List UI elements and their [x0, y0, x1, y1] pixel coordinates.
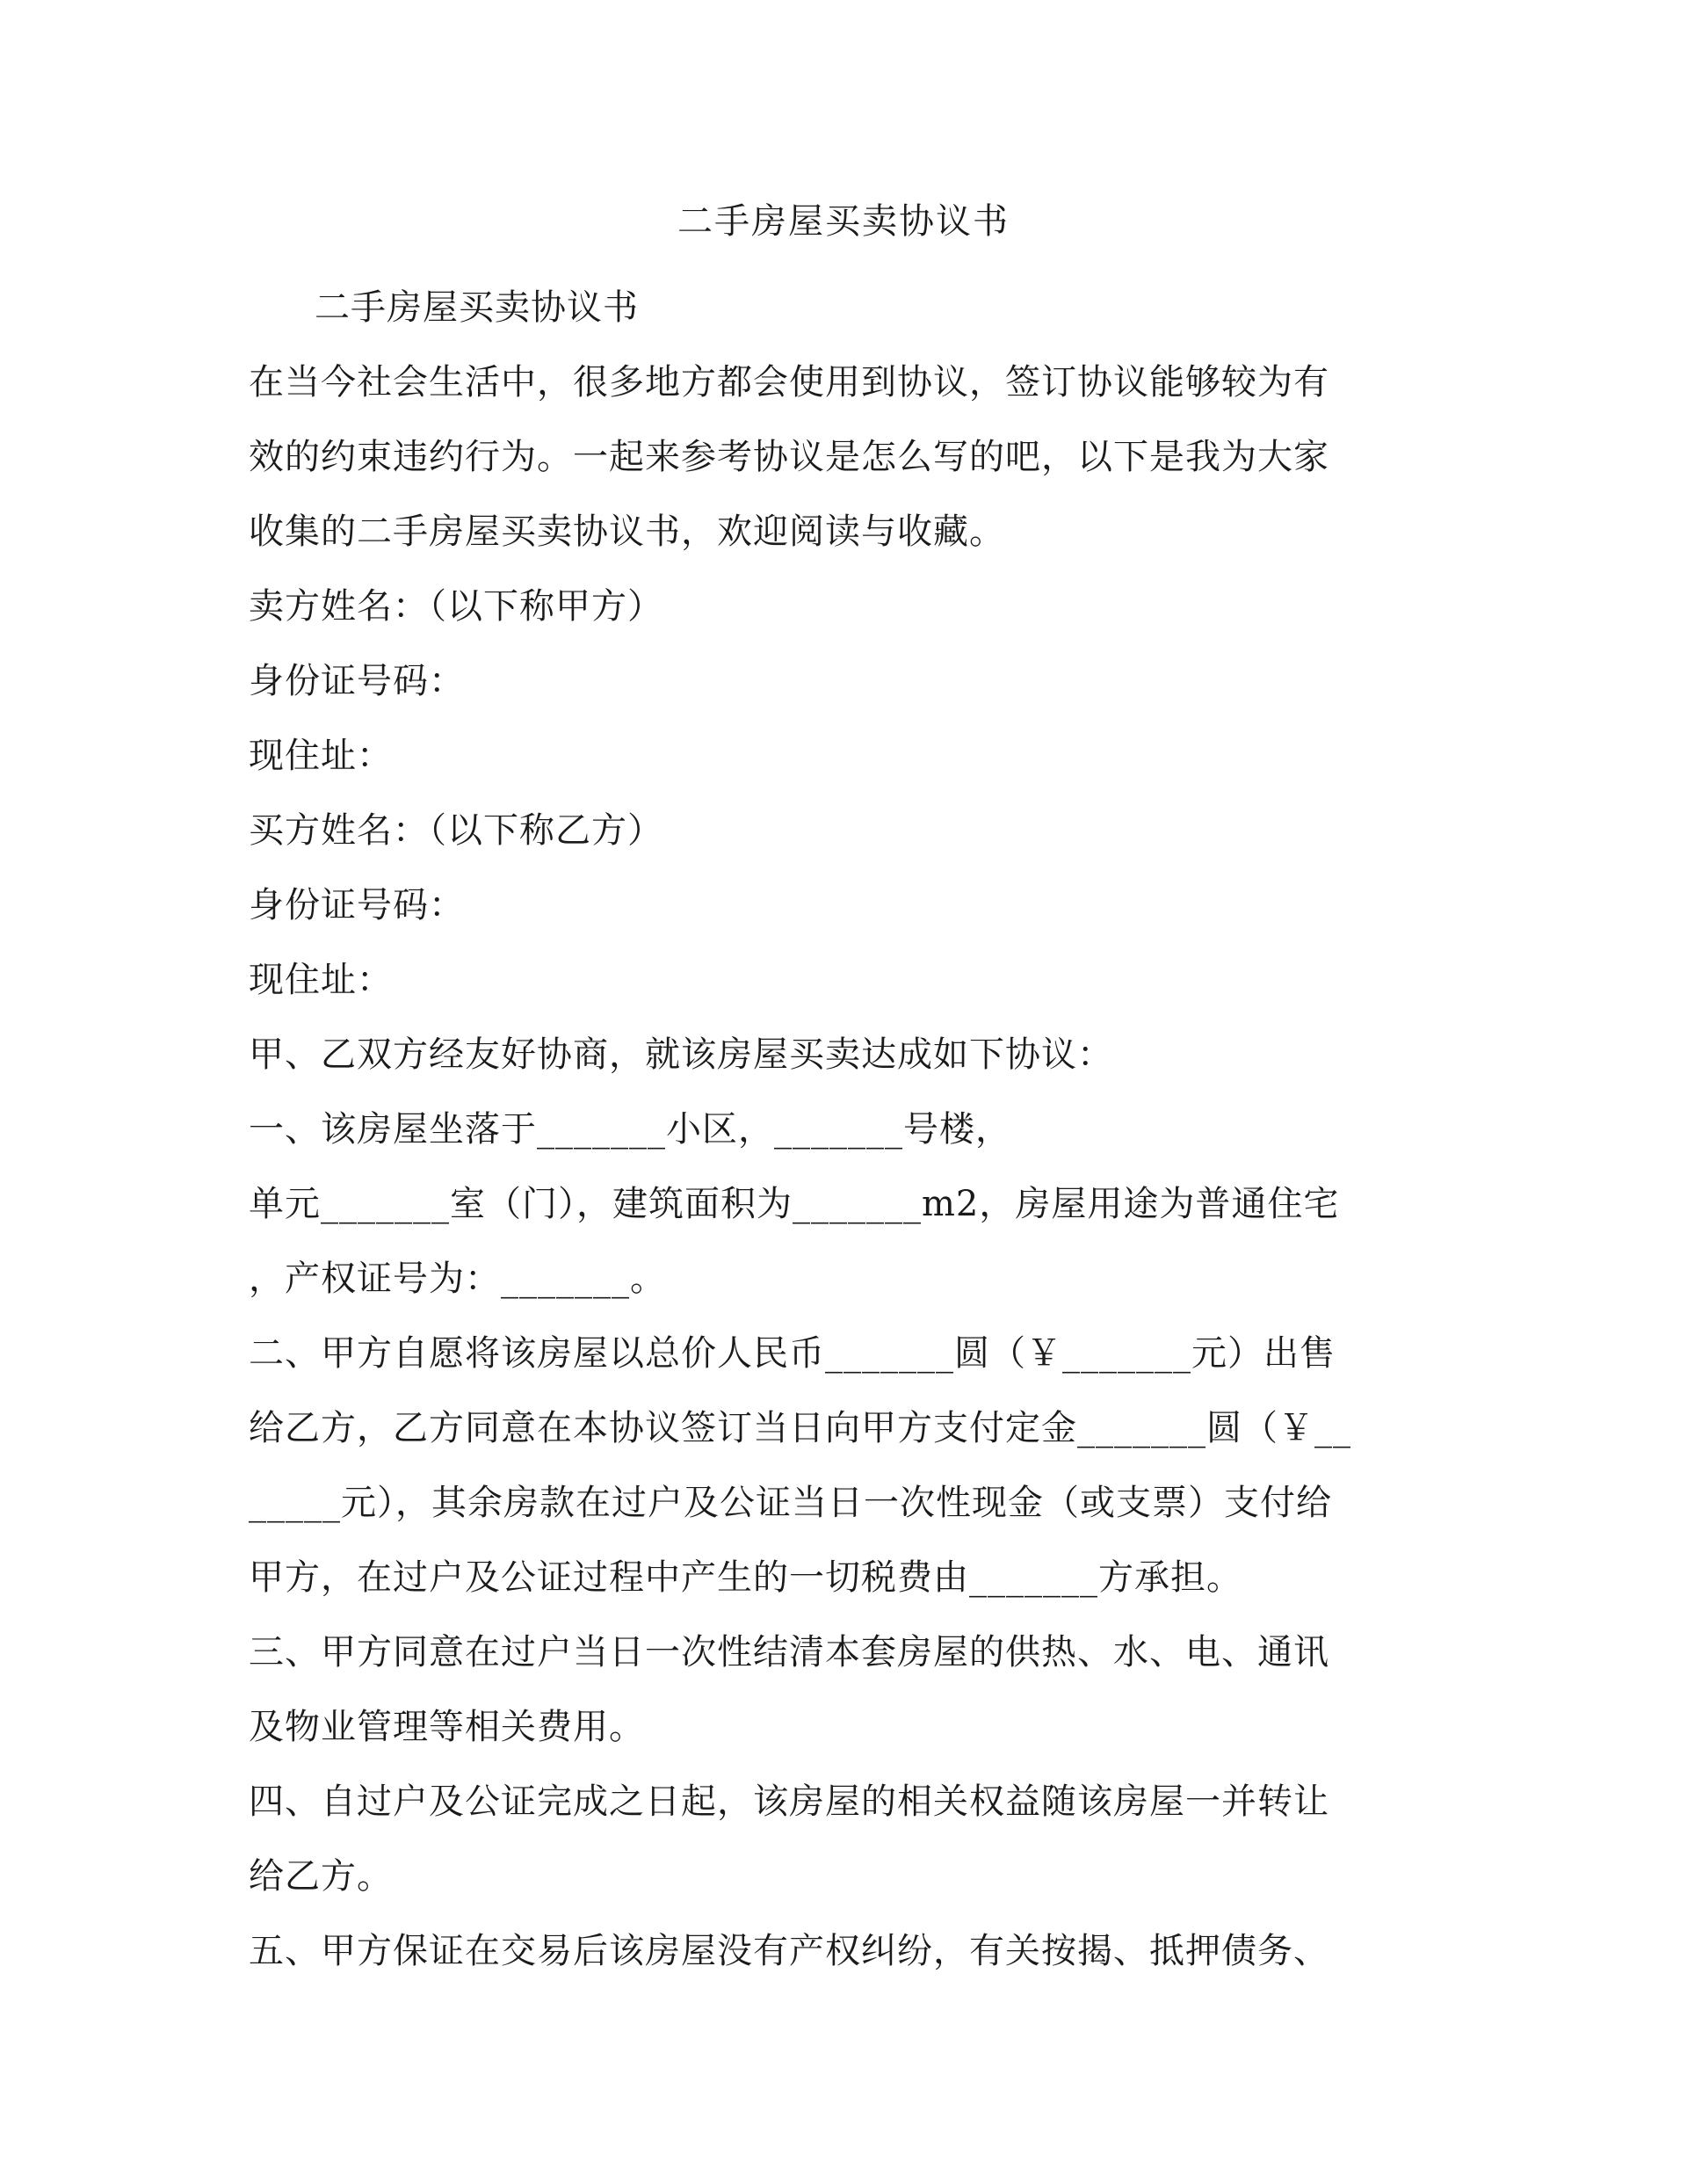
buyer-id-field: 身份证号码：	[249, 885, 465, 925]
clause-1-line-3: ，产权证号为：_______。	[249, 1259, 666, 1299]
buyer-address-field: 现住址：	[249, 960, 393, 1000]
document-body	[249, 271, 1426, 1989]
clause-4-line-1: 四、自过户及公证完成之日起，该房屋的相关权益随该房屋一并转让	[249, 1781, 1329, 1822]
clause-2-line-2: 给乙方，乙方同意在本协议签订当日向甲方支付定金_______圆（￥__	[249, 1408, 1351, 1448]
clause-2-line-4: 甲方，在过户及公证过程中产生的一切税费由_______方承担。	[249, 1557, 1242, 1598]
seller-id-field: 身份证号码：	[249, 661, 465, 701]
seller-name-field: 卖方姓名：（以下称甲方）	[249, 586, 663, 627]
intro-line-3: 收集的二手房屋买卖协议书，欢迎阅读与收藏。	[249, 512, 1005, 552]
buyer-name-field: 买方姓名：（以下称乙方）	[249, 810, 663, 851]
document-title: 二手房屋买卖协议书	[677, 201, 1010, 242]
agreement-preamble: 甲、乙双方经友好协商，就该房屋买卖达成如下协议：	[249, 1034, 1113, 1075]
clause-2-line-3: _____元），其余房款在过户及公证当日一次性现金（或支票）支付给	[249, 1483, 1332, 1523]
seller-address-field: 现住址：	[249, 736, 393, 776]
clause-5-line-1: 五、甲方保证在交易后该房屋没有产权纠纷，有关按揭、抵押债务、	[249, 1931, 1329, 1971]
intro-line-2: 效的约束违约行为。一起来参考协议是怎么写的吧，以下是我为大家	[249, 437, 1329, 477]
clause-3-line-1: 三、甲方同意在过户当日一次性结清本套房屋的供热、水、电、通讯	[249, 1632, 1329, 1672]
clause-1-line-2: 单元_______室（门），建筑面积为_______m2，房屋用途为普通住宅	[249, 1184, 1340, 1224]
clause-1-line-1: 一、该房屋坐落于_______小区，_______号楼，	[249, 1109, 1011, 1150]
intro-line-1: 在当今社会生活中，很多地方都会使用到协议，签订协议能够较为有	[249, 362, 1329, 403]
document-subtitle: 二手房屋买卖协议书	[315, 287, 639, 328]
clause-4-line-2: 给乙方。	[249, 1856, 393, 1897]
clause-2-line-1: 二、甲方自愿将该房屋以总价人民币_______圆（￥_______元）出售	[249, 1333, 1336, 1374]
clause-3-line-2: 及物业管理等相关费用。	[249, 1707, 645, 1747]
